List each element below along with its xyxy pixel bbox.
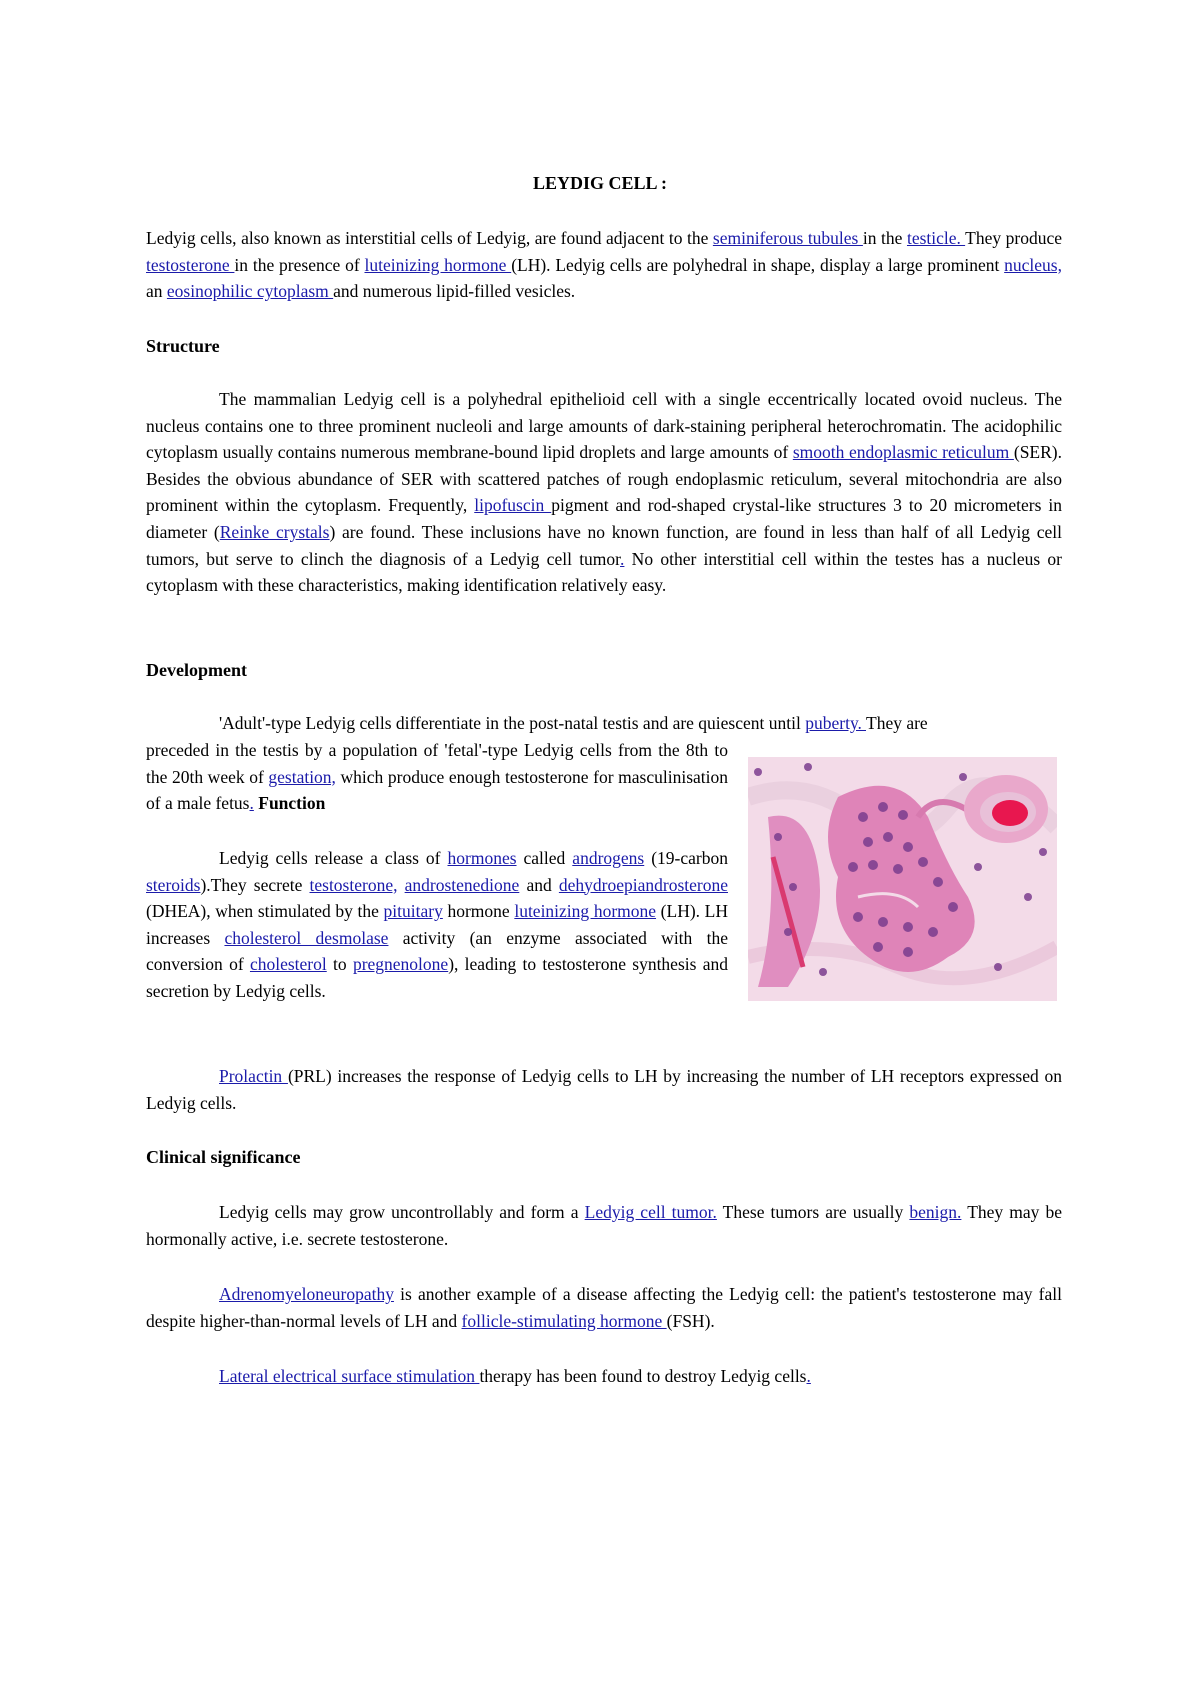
link-seminiferous-tubules[interactable]: seminiferous tubules	[712, 228, 863, 248]
text: and numerous lipid-filled vesicles.	[333, 281, 576, 302]
text: Ledyig cells release a class of	[219, 848, 448, 868]
text: (LH). LH increases	[146, 901, 728, 948]
text: pigment and rod-shaped crystal-like structures 3 to 20 micrometers in diameter (	[146, 495, 1062, 542]
link-pregnenolone[interactable]: pregnenolone	[352, 954, 449, 975]
clinical-paragraph-1	[146, 1199, 1062, 1252]
link-cholesterol[interactable]: cholesterol	[249, 954, 327, 975]
text: in the presence of	[234, 254, 365, 275]
text: (FSH).	[666, 1310, 715, 1331]
link-eosinophilic-cytoplasm[interactable]: eosinophilic cytoplasm	[166, 281, 334, 302]
link-lateral-electrical-surface-stimulation[interactable]: Lateral electrical surface stimulation	[219, 1366, 480, 1386]
text: (SER). Besides the obvious abundance of SER with scattered patches of rough endoplasmic reticulum, several mitochondria are also prominent within the cytoplasm. Frequently,	[146, 442, 1062, 516]
text: The mammalian Ledyig cell is a polyhedral epithelioid cell with a single eccentrically located ovoid nucleus. The nucleus contains one to three prominent nucleoli and large amounts of dark-staining peripheral heterochromatin. The acidophilic cytoplasm usually contains numerous membrane-bound lipid droplets and large amounts of	[146, 389, 1062, 463]
link-benign[interactable]: benign.	[909, 1202, 962, 1222]
link-testosterone[interactable]: testosterone,	[309, 874, 398, 895]
clinical-paragraph-2	[146, 1281, 1062, 1334]
link-ledyig-cell-tumor[interactable]: Ledyig cell tumor.	[584, 1202, 717, 1222]
text: in the	[862, 228, 907, 248]
link-dehydroepiandrosterone[interactable]: dehydroepiandrosterone	[558, 874, 728, 895]
function-heading: Function	[258, 793, 326, 814]
text: (19-carbon	[644, 848, 728, 868]
link-footnote[interactable]: .	[620, 548, 625, 569]
text: They are	[866, 713, 928, 733]
link-steroids[interactable]: steroids	[146, 874, 201, 895]
text: These tumors are usually	[716, 1202, 910, 1222]
text: activity (an enzyme associated with the conversion of	[146, 927, 728, 975]
link-lipofuscin[interactable]: lipofuscin	[474, 495, 552, 516]
prolactin-paragraph	[146, 1063, 1062, 1116]
text: which produce enough testosterone for masculinisation of a male fetus	[146, 766, 728, 814]
link-smooth-endoplasmic-reticulum[interactable]: smooth endoplasmic reticulum	[792, 442, 1014, 463]
link-nucleus[interactable]: nucleus,	[1004, 254, 1062, 275]
link-gestation[interactable]: gestation,	[268, 766, 336, 787]
histology-illustration	[748, 757, 1057, 1001]
link-testicle[interactable]: testicle.	[906, 228, 966, 248]
link-luteinizing-hormone[interactable]: luteinizing hormone	[514, 901, 657, 922]
link-follicle-stimulating-hormone[interactable]: follicle-stimulating hormone	[461, 1310, 667, 1331]
text: They may be hormonally active, i.e. secrete testosterone.	[146, 1202, 1062, 1249]
text: (DHEA), when stimulated by the	[146, 901, 384, 922]
structure-paragraph	[146, 386, 1062, 599]
intro-paragraph	[146, 225, 1062, 305]
text: preceded in the testis by a population of 'fetal'-type Ledyig cells from the 8th to the 20th week of	[146, 740, 728, 787]
document-title: LEYDIG CELL :	[532, 173, 668, 193]
text: hormone	[442, 901, 515, 922]
link-adrenomyeloneuropathy[interactable]: Adrenomyeloneuropathy	[219, 1284, 394, 1304]
text: (LH). Ledyig cells are polyhedral in shape, display a large prominent	[511, 254, 1005, 275]
text: (PRL) increases the response of Ledyig cells to LH by increasing the number of LH receptors expressed on Ledyig cells.	[146, 1066, 1063, 1113]
text: Ledyig cells, also known as interstitial cells of Ledyig, are found adjacent to the	[146, 228, 713, 248]
text: ) are found. These inclusions have no known function, are found in less than half of all Ledyig cell tumors, but serve to clinch the diagnosis of a Ledyig cell tumor	[146, 521, 1063, 569]
link-footnote[interactable]: .	[806, 1366, 811, 1386]
development-heading: Development	[146, 660, 247, 680]
text: therapy has been found to destroy Ledyig cells	[479, 1366, 807, 1386]
structure-heading: Structure	[146, 336, 220, 356]
link-androgens[interactable]: androgens	[572, 848, 645, 868]
text	[397, 875, 404, 895]
leydig-cell-histology-image	[748, 757, 1057, 1001]
link-testosterone[interactable]: testosterone	[146, 254, 235, 275]
clinical-paragraph-3	[146, 1363, 1062, 1390]
link-cholesterol-desmolase[interactable]: cholesterol desmolase	[224, 927, 389, 948]
link-hormones[interactable]: hormones	[447, 848, 517, 868]
link-luteinizing-hormone[interactable]: luteinizing hormone	[364, 254, 512, 275]
text: They produce	[965, 228, 1062, 248]
text: an	[146, 281, 167, 302]
clinical-significance-heading: Clinical significance	[146, 1147, 301, 1167]
link-puberty[interactable]: puberty.	[805, 713, 866, 733]
link-reinke-crystals[interactable]: Reinke crystals	[219, 521, 330, 542]
link-androstenedione[interactable]: androstenedione	[404, 874, 520, 895]
text: 'Adult'-type Ledyig cells differentiate in the post-natal testis and are quiescent until	[219, 713, 806, 733]
text: ), leading to testosterone synthesis and secretion by Ledyig cells.	[146, 954, 728, 1001]
development-first-line	[146, 710, 1062, 737]
text: ).They secrete	[200, 874, 310, 895]
link-pituitary[interactable]: pituitary	[383, 901, 443, 922]
function-paragraph	[146, 845, 728, 1005]
link-prolactin[interactable]: Prolactin	[219, 1066, 288, 1086]
development-paragraph	[146, 737, 728, 817]
text: to	[326, 954, 353, 975]
text: No other interstitial cell within the testes has a nucleus or cytoplasm with these characteristics, making identification relatively easy.	[146, 548, 1062, 596]
link-footnote[interactable]: .	[249, 793, 254, 814]
text: is another example of a disease affecting the Ledyig cell: the patient's testosterone may fall despite higher-than-normal levels of LH and	[146, 1284, 1062, 1331]
text: Ledyig cells may grow uncontrollably and form a	[219, 1202, 585, 1222]
text: and	[519, 874, 559, 895]
text: called	[516, 848, 573, 868]
